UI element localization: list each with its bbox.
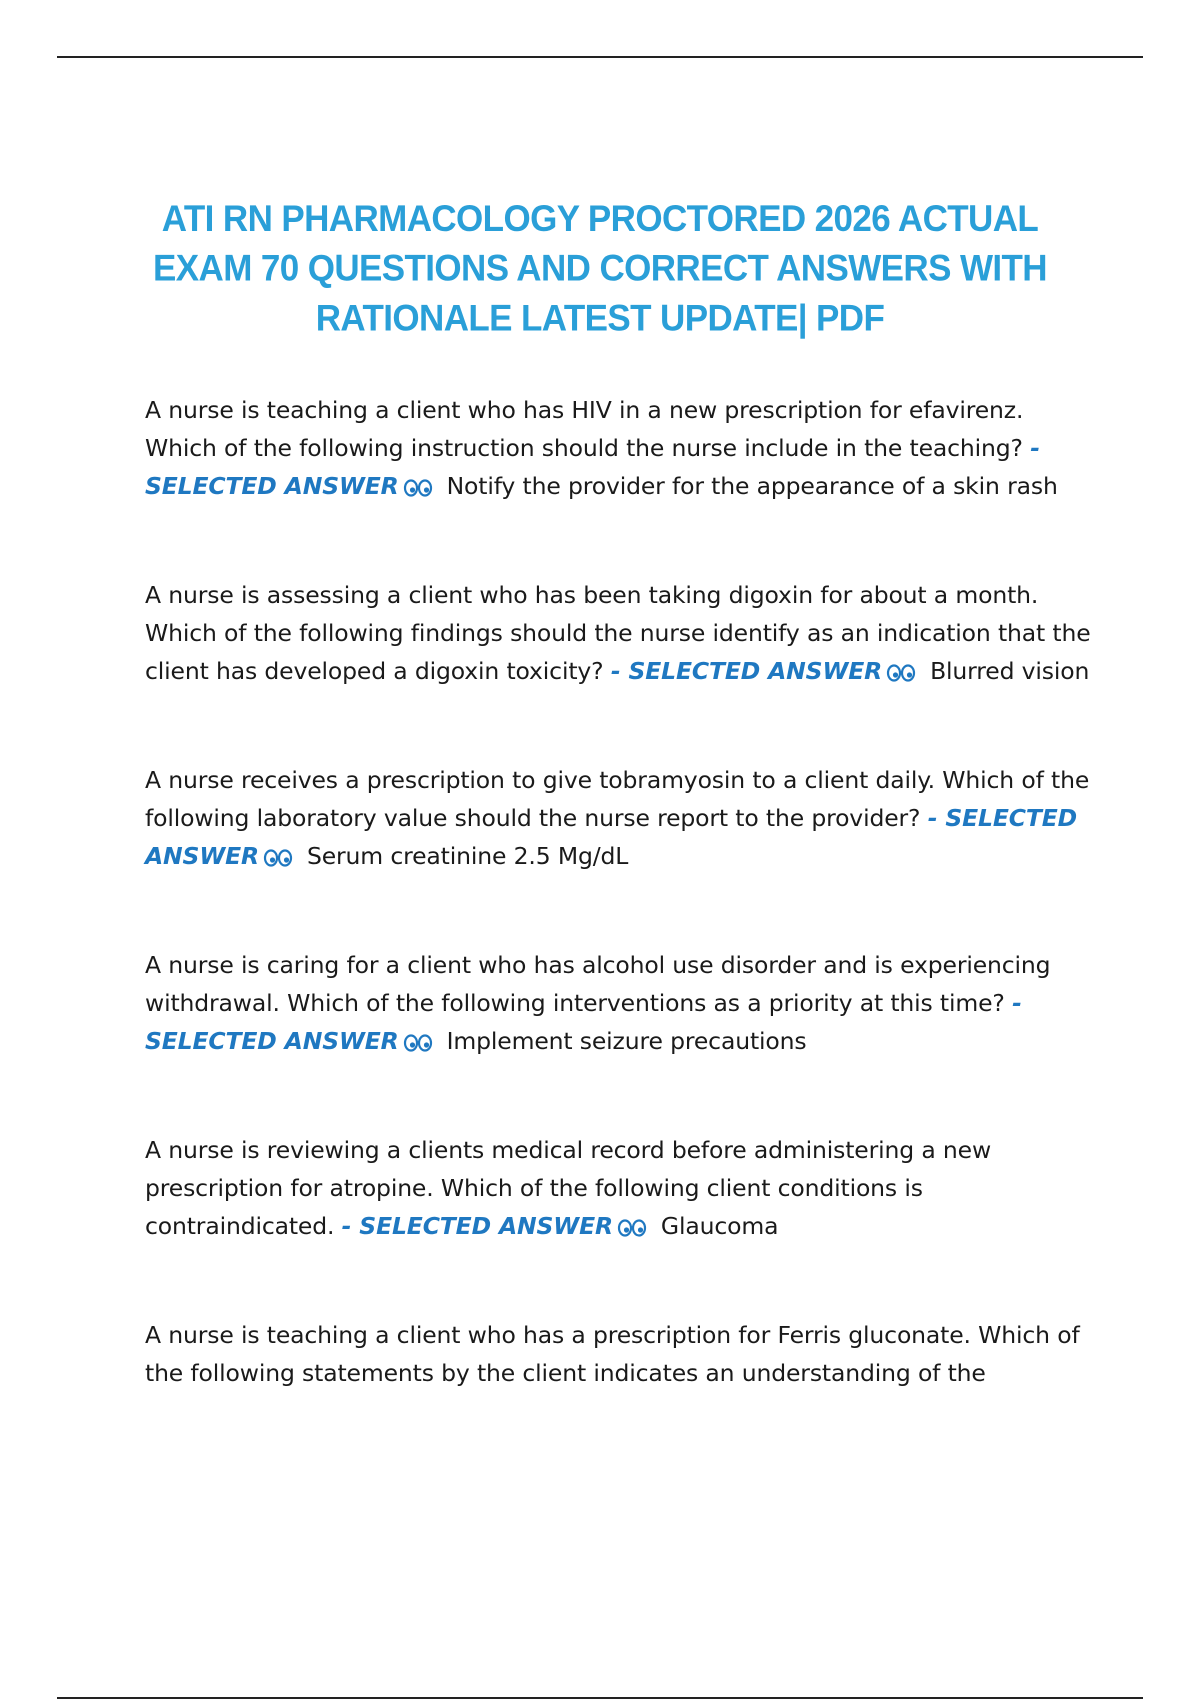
question-text: A nurse is teaching a client who has a prescription for Ferris gluconate. Which of the following statements by the client indicates an understanding of the	[145, 1321, 1080, 1387]
question-text: A nurse receives a prescription to give tobramyosin to a client daily. Which of the following laboratory value should the nurse report to the provider?	[145, 766, 1090, 832]
answer-text: Blurred vision	[930, 657, 1090, 685]
answer-text: Implement seizure precautions	[446, 1027, 807, 1055]
selected-answer-label: - SELECTED ANSWER	[610, 657, 883, 685]
answer-text: Notify the provider for the appearance of a skin rash	[446, 472, 1058, 500]
question-item	[145, 761, 1095, 946]
question-list	[145, 391, 1095, 1501]
selected-answer-label: - SELECTED ANSWER	[341, 1212, 613, 1240]
question-item	[145, 1316, 1095, 1501]
eyes-icon	[886, 662, 916, 682]
selected-answer-label: - SELECTED ANSWER	[145, 989, 1022, 1055]
eyes-icon	[617, 1217, 647, 1237]
question-text: A nurse is caring for a client who has alcohol use disorder and is experiencing withdrawal. Which of the following interventions as a priority at this time?	[145, 951, 1051, 1017]
eyes-icon	[263, 847, 293, 867]
answer-text: Glaucoma	[660, 1212, 779, 1240]
question-item	[145, 1131, 1095, 1316]
question-text: A nurse is reviewing a clients medical record before administering a new prescription for atropine. Which of the following client conditions is contraindicated.	[145, 1136, 992, 1240]
question-item	[145, 391, 1095, 576]
selected-answer-label: - SELECTED ANSWER	[145, 434, 1040, 500]
question-item	[145, 946, 1095, 1131]
selected-answer-label: - SELECTED ANSWER	[145, 804, 1077, 870]
header-rule	[57, 56, 1143, 58]
question-item	[145, 576, 1095, 761]
question-text: A nurse is assessing a client who has been taking digoxin for about a month. Which of the following findings should the nurse identify as an indication that the client has developed a digoxin toxicity?	[145, 581, 1091, 685]
document-title: ATI RN PHARMACOLOGY PROCTORED 2026 ACTUAL EXAM 70 QUESTIONS AND CORRECT ANSWERS WITH RATIONALE LATEST UPDATE| PDF	[153, 198, 1047, 339]
answer-text: Serum creatinine 2.5 Mg/dL	[306, 842, 629, 870]
question-text: A nurse is teaching a client who has HIV in a new prescription for efavirenz. Which of the following instruction should the nurse include in the teaching?	[145, 396, 1024, 462]
eyes-icon	[403, 477, 433, 497]
eyes-icon	[403, 1032, 433, 1052]
footer-rule	[57, 1697, 1143, 1699]
